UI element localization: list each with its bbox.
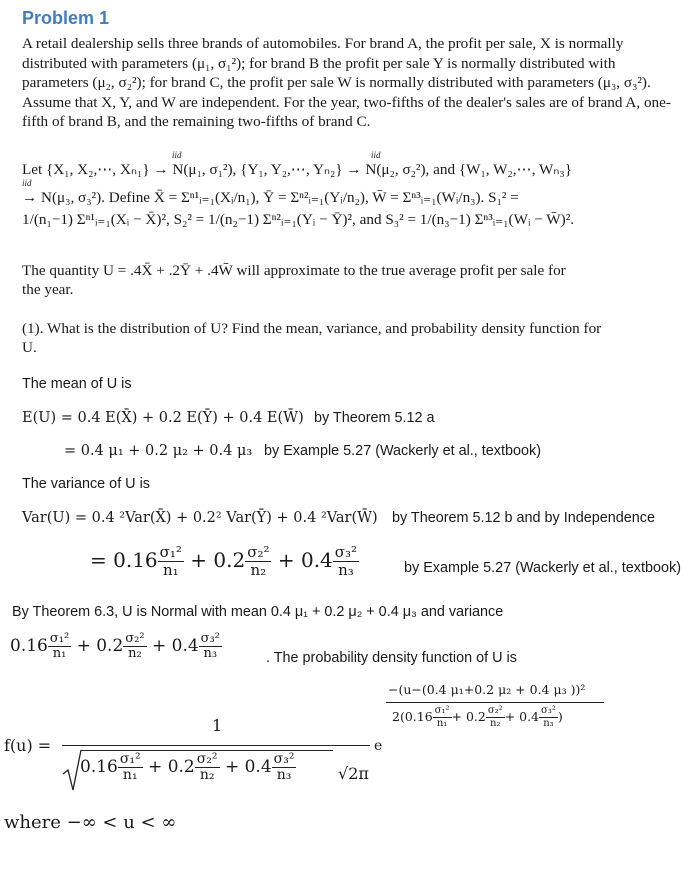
normal-statement: By Theorem 6.3, U is Normal with mean 0.4 μ₁ + 0.2 μ₂ + 0.4 μ₃ and variance xyxy=(12,604,504,620)
exp-fraction-s3 xyxy=(539,706,558,729)
variance-eq2-prefix: = 0.16 xyxy=(90,548,158,573)
exp-den-n1: n₁ xyxy=(436,717,448,729)
mean-heading: The mean of U is xyxy=(22,376,132,392)
exp-den-n3: n₃ xyxy=(543,717,554,729)
frac-num-s2-b: σ₂² xyxy=(125,631,145,646)
var-expr-coef-2: 0.2 xyxy=(96,635,124,656)
let-line-3: 1/(n₁−1) Σⁿ¹ᵢ₌₁(Xᵢ − X̄)², S₂² = 1/(n₂−1) Σⁿ²ᵢ₌₁(Yᵢ − Ȳ)², and S₃² = 1/(n₃−1) Σⁿ³ᵢ₌₁(Wᵢ − W̄)². xyxy=(22,211,575,228)
pdf-den-coef-1: 0.16 xyxy=(80,757,118,778)
exponent-denominator xyxy=(392,706,563,729)
pdf-intro-text: . The probability density function of U is xyxy=(266,650,517,666)
exp-fraction-s1 xyxy=(433,706,452,729)
pdf-lhs: f(u) = xyxy=(4,736,52,755)
frac-den-n2-b: n₂ xyxy=(128,645,142,661)
let-line-2: → N(μ₃, σ₃²). Define X̄ = Σⁿ¹ᵢ₌₁(Xᵢ/n₁), Ȳ = Σⁿ²ᵢ₌₁(Yᵢ/n₂), W̄ = Σⁿ³ᵢ₌₁(Wᵢ/n₃). S₁² = xyxy=(22,189,519,206)
pdf-fraction-bar xyxy=(62,745,370,746)
fraction-s1-n1-b xyxy=(48,632,71,661)
pdf-numerator: 1 xyxy=(212,716,223,735)
iid-label-1: iid xyxy=(172,150,182,160)
pdf-fraction-s2 xyxy=(195,752,220,783)
frac-den-n3: n₃ xyxy=(338,560,354,579)
pdf-num-s3: σ₃² xyxy=(273,751,295,767)
exp-den-prefix: 2(0.16 xyxy=(392,708,433,724)
exp-den-c2: + 0.2 xyxy=(451,708,486,724)
pdf-den-coef-2: 0.2 xyxy=(167,757,195,778)
exp-den-close: ) xyxy=(557,708,563,724)
exp-num-s1: σ₁² xyxy=(434,705,450,716)
exponent-numerator: −(u−(0.4 μ₁+0.2 μ₂ + 0.4 μ₃ ))² xyxy=(388,682,586,697)
frac-den-n1-b: n₁ xyxy=(52,645,67,661)
pdf-den-n3: n₃ xyxy=(276,766,292,783)
var-coef-2: 0.2 xyxy=(213,548,246,573)
exp-den-n2: n₂ xyxy=(490,717,501,729)
pdf-num-s1: σ₁² xyxy=(119,751,141,767)
frac-num-s2: σ₂² xyxy=(247,543,270,561)
pdf-num-s2: σ₂² xyxy=(196,751,218,767)
mean-equation-2: = 0.4 μ₁ + 0.2 μ₂ + 0.4 μ₃ xyxy=(64,443,253,459)
pdf-fraction-s1 xyxy=(118,752,143,783)
variance-equation-2: = 0.16 $\frac{\text{σ₁²}}{\text{n₁}}$ + 0.2 $\frac{\text{σ₂²}}{\text{n₂}}$ + 0.4 $\frac{\text{σ₃²}}{\text{n₃}}$ xyxy=(90,543,358,579)
mean-reference-2: by Example 5.27 (Wackerly et al., textbook) xyxy=(264,443,541,459)
sqrt-two-pi: √2π xyxy=(338,764,369,783)
exp-den-c3: + 0.4 xyxy=(504,708,540,724)
mean-equation-1: E(U) = 0.4 E(X̄) + 0.2 E(Ȳ) + 0.4 E(W̄) xyxy=(22,410,304,426)
frac-num-s1: σ₁² xyxy=(159,543,182,561)
variance-heading: The variance of U is xyxy=(22,476,150,492)
fraction-s2-n2 xyxy=(245,545,271,578)
pdf-den-coef-3: 0.4 xyxy=(244,757,272,778)
iid-label-3: iid xyxy=(22,178,32,188)
pdf-den-n2: n₂ xyxy=(199,766,215,783)
exponent-fraction-bar xyxy=(386,702,604,703)
frac-num-s1-b: σ₁² xyxy=(49,631,70,646)
quantity-line-1: The quantity U = .4X̄ + .2Ȳ + .4W̄ will approximate to the true average profit per sale for xyxy=(22,262,566,279)
iid-label-2: iid xyxy=(371,150,381,160)
pdf-e: e xyxy=(374,738,383,754)
variance-equation-1: Var(U) = 0.4 ²Var(X̄) + 0.2² Var(Ȳ) + 0.4 ²Var(W̄) xyxy=(22,510,378,526)
pdf-denominator: 0.16 $\frac{\text{σ₁²}}{\text{n₁}}$ + 0.2 $\frac{\text{σ₂²}}{\text{n₂}}$ + 0.4 $\frac{\text{σ₃²}}{\text{n₃}}$ xyxy=(80,751,295,783)
problem-title: Problem 1 xyxy=(22,8,110,28)
frac-den-n1: n₁ xyxy=(162,560,179,579)
variance-reference-1: by Theorem 5.12 b and by Independence xyxy=(392,510,655,526)
question-line-1: (1). What is the distribution of U? Find the mean, variance, and probability density function for xyxy=(22,320,602,337)
frac-den-n2: n₂ xyxy=(250,560,267,579)
variance-reference-2: by Example 5.27 (Wackerly et al., textbook) xyxy=(404,560,681,576)
var-expr-coef-1: 0.16 xyxy=(10,635,48,656)
sqrt-radical-icon xyxy=(62,748,82,792)
fraction-s1-n1 xyxy=(158,545,184,578)
exp-fraction-s2 xyxy=(486,706,505,729)
mean-reference-1: by Theorem 5.12 a xyxy=(314,410,435,426)
fraction-s3-n3-b xyxy=(199,632,222,661)
question-line-2: U. xyxy=(22,339,37,356)
fraction-s3-n3 xyxy=(333,545,359,578)
var-expr-coef-3: 0.4 xyxy=(171,635,199,656)
variance-expression: 0.16 $\frac{\text{σ₁²}}{\text{n₁}}$ + 0.2 $\frac{\text{σ₂²}}{\text{n₂}}$ + 0.4 $\frac{\text{σ₃²}}{\text{n₃}}$ xyxy=(10,631,220,661)
pdf-den-n1: n₁ xyxy=(122,766,138,783)
frac-num-s3-b: σ₃² xyxy=(200,631,220,646)
exp-num-s3: σ₃² xyxy=(541,705,556,716)
quantity-line-2: the year. xyxy=(22,281,74,298)
frac-den-n3-b: n₃ xyxy=(203,645,218,661)
var-coef-3: 0.4 xyxy=(300,548,333,573)
exp-num-s2: σ₂² xyxy=(487,705,503,716)
domain-statement: where −∞ < u < ∞ xyxy=(4,812,177,833)
frac-num-s3: σ₃² xyxy=(334,543,358,561)
pdf-fraction-s3 xyxy=(272,752,297,783)
problem-intro: A retail dealership sells three brands of automobiles. For brand A, the profit per sale, X is normally distributed with parameters (μ₁, σ₁²); for brand B the profit per sale Y is normally distributed with parameters (μ₂, σ₂²); for brand C, the profit per sale W is normally distributed with parameters (μ₃, σ₃²). Assume that X, Y, and W are independent. For the year, two-fifths of the dealer's sales are of brand A, one-fifth of brand B, and the remaining two-fifths of brand C. xyxy=(22,35,671,130)
let-line-1: Let {X₁, X₂,⋯, Xₙ₁} → N(μ₁, σ₁²), {Y₁, Y₂,⋯, Yₙ₂} → N(μ₂, σ₂²), and {W₁, W₂,⋯, Wₙ₃} xyxy=(22,161,573,178)
fraction-s2-n2-b xyxy=(123,632,146,661)
